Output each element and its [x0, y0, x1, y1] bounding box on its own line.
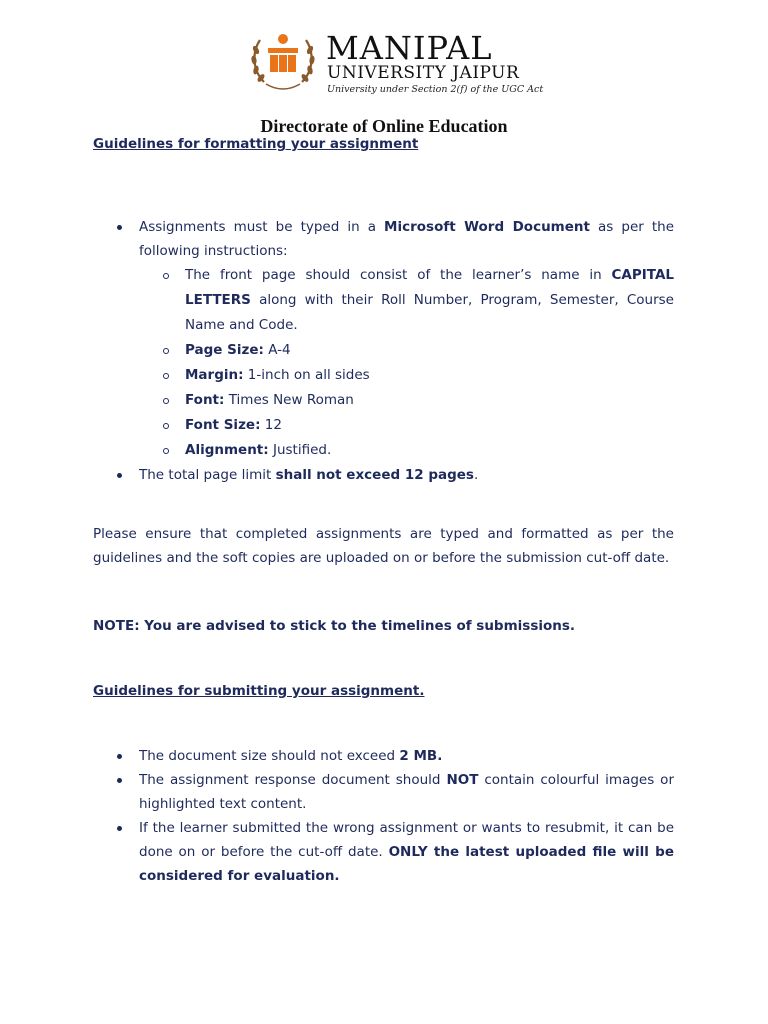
text-run: The assignment response document should — [139, 772, 447, 788]
text-run-bold: shall not exceed 12 pages — [275, 467, 474, 483]
university-logo — [248, 28, 544, 98]
text-run: along with their Roll Number, Program, Semester, Course Name and Code. — [185, 292, 674, 333]
list-item-resubmit — [139, 816, 674, 888]
spec-label: Font: — [185, 392, 225, 408]
spec-label: Alignment: — [185, 442, 269, 458]
text-run-bold: CAPITAL LETTERS — [185, 267, 674, 308]
text-run-bold: ONLY the latest uploaded file will be considered for evaluation. — [139, 844, 674, 884]
sublist-item-page-size — [185, 338, 674, 363]
spec-label: Margin: — [185, 367, 244, 383]
submitting-list — [93, 744, 674, 888]
spec-value: 12 — [260, 417, 282, 433]
spec-value: 1-inch on all sides — [243, 367, 370, 383]
text-run: If the learner submitted the wrong assignment or wants to resubmit, it can be done on or before the cut-off date. — [139, 820, 674, 860]
logo-subtitle: UNIVERSITY JAIPUR — [327, 63, 520, 83]
spec-value: Justified. — [268, 442, 332, 458]
text-run: . — [473, 467, 479, 483]
sublist-item-font-size — [185, 413, 674, 438]
text-run: contain colourful images or highlighted text content. — [139, 772, 674, 812]
directorate-title: Directorate of Online Education — [260, 116, 508, 136]
sublist-item-alignment — [185, 438, 674, 463]
list-item-page-limit — [139, 463, 674, 487]
instructions-sublist — [139, 263, 674, 463]
list-item-size — [139, 744, 674, 768]
sublist-item-font — [185, 388, 674, 413]
text-run: The front page should consist of the learner’s name in — [185, 267, 612, 283]
text-run-bold: NOT — [446, 772, 479, 788]
text-run: Assignments must be typed in a — [139, 219, 385, 235]
text-run-bold: Microsoft Word Document — [384, 219, 590, 235]
sublist-item-front-page — [185, 263, 674, 338]
text-run: as per the following instructions: — [139, 219, 675, 259]
ensure-paragraph: Please ensure that completed assignments are typed and formatted as per the guidelines and the soft copies are uploaded on or before the submission cut-off date. — [93, 526, 674, 566]
document-body — [93, 135, 674, 888]
sublist-item-margin — [185, 363, 674, 388]
submitting-heading: Guidelines for submitting your assignment. — [93, 683, 425, 699]
logo-tagline: University under Section 2(f) of the UGC Act — [327, 84, 544, 95]
spec-label: Page Size: — [185, 342, 264, 358]
formatting-list — [93, 215, 674, 487]
university-emblem-icon — [248, 28, 318, 96]
text-run: The total page limit — [139, 467, 276, 483]
formatting-heading: Guidelines for formatting your assignment — [93, 136, 419, 152]
note-paragraph: NOTE: You are advised to stick to the timelines of submissions. — [93, 618, 576, 634]
spec-value: Times New Roman — [224, 392, 354, 408]
list-item-response — [139, 768, 674, 816]
spec-value: A-4 — [263, 342, 291, 358]
text-run: The document size should not exceed — [139, 748, 400, 764]
spec-label: Font Size: — [185, 417, 261, 433]
list-item-word-document — [139, 215, 674, 463]
text-run-bold: 2 MB. — [399, 748, 443, 764]
logo-name: MANIPAL — [326, 29, 493, 67]
